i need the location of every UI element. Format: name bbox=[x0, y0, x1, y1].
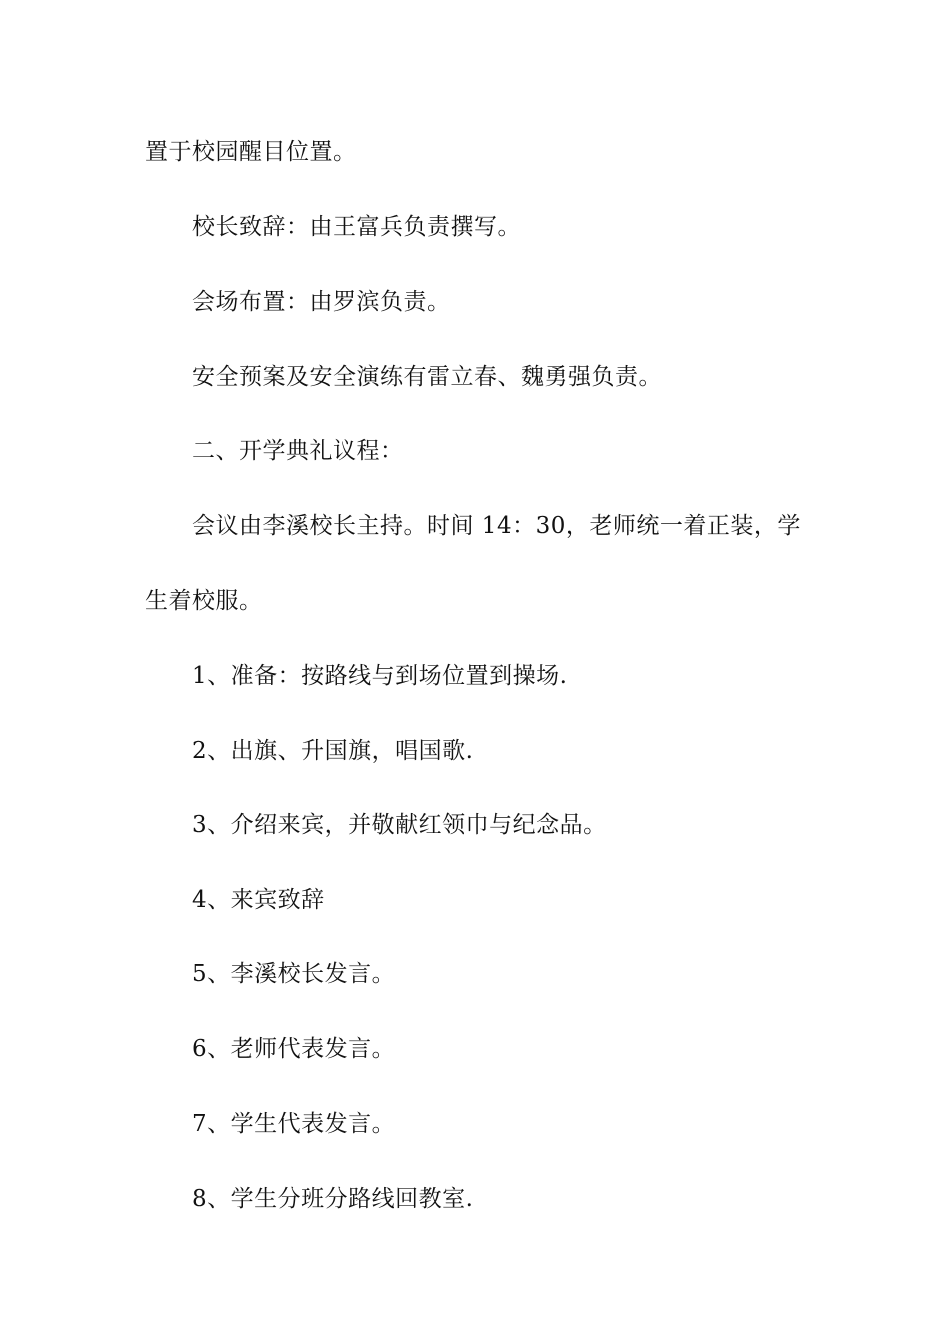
agenda-item-4: 4、来宾致辞 bbox=[192, 887, 325, 913]
agenda-item-7: 7、学生代表发言。 bbox=[192, 1111, 396, 1137]
text-line-principal-speech: 校长致辞：由王富兵负责撰写。 bbox=[192, 214, 521, 240]
agenda-item-5: 5、李溪校长发言。 bbox=[192, 961, 396, 987]
text-line-continuation: 置于校园醒目位置。 bbox=[145, 139, 357, 165]
text-line-host-time: 会议由李溪校长主持。时间 14：30，老师统一着正装，学 bbox=[192, 513, 801, 539]
agenda-item-3: 3、介绍来宾，并敬献红领巾与纪念品。 bbox=[192, 812, 607, 838]
agenda-item-8: 8、学生分班分路线回教室. bbox=[192, 1186, 474, 1212]
agenda-item-1: 1、准备：按路线与到场位置到操场. bbox=[192, 663, 568, 689]
agenda-item-6: 6、老师代表发言。 bbox=[192, 1036, 396, 1062]
text-line-safety-plan: 安全预案及安全演练有雷立春、魏勇强负责。 bbox=[192, 364, 662, 390]
section-heading-agenda: 二、开学典礼议程： bbox=[192, 438, 404, 464]
agenda-item-2: 2、出旗、升国旗，唱国歌. bbox=[192, 738, 474, 764]
text-line-uniform: 生着校服。 bbox=[145, 588, 263, 614]
text-line-venue-setup: 会场布置：由罗滨负责。 bbox=[192, 289, 451, 315]
